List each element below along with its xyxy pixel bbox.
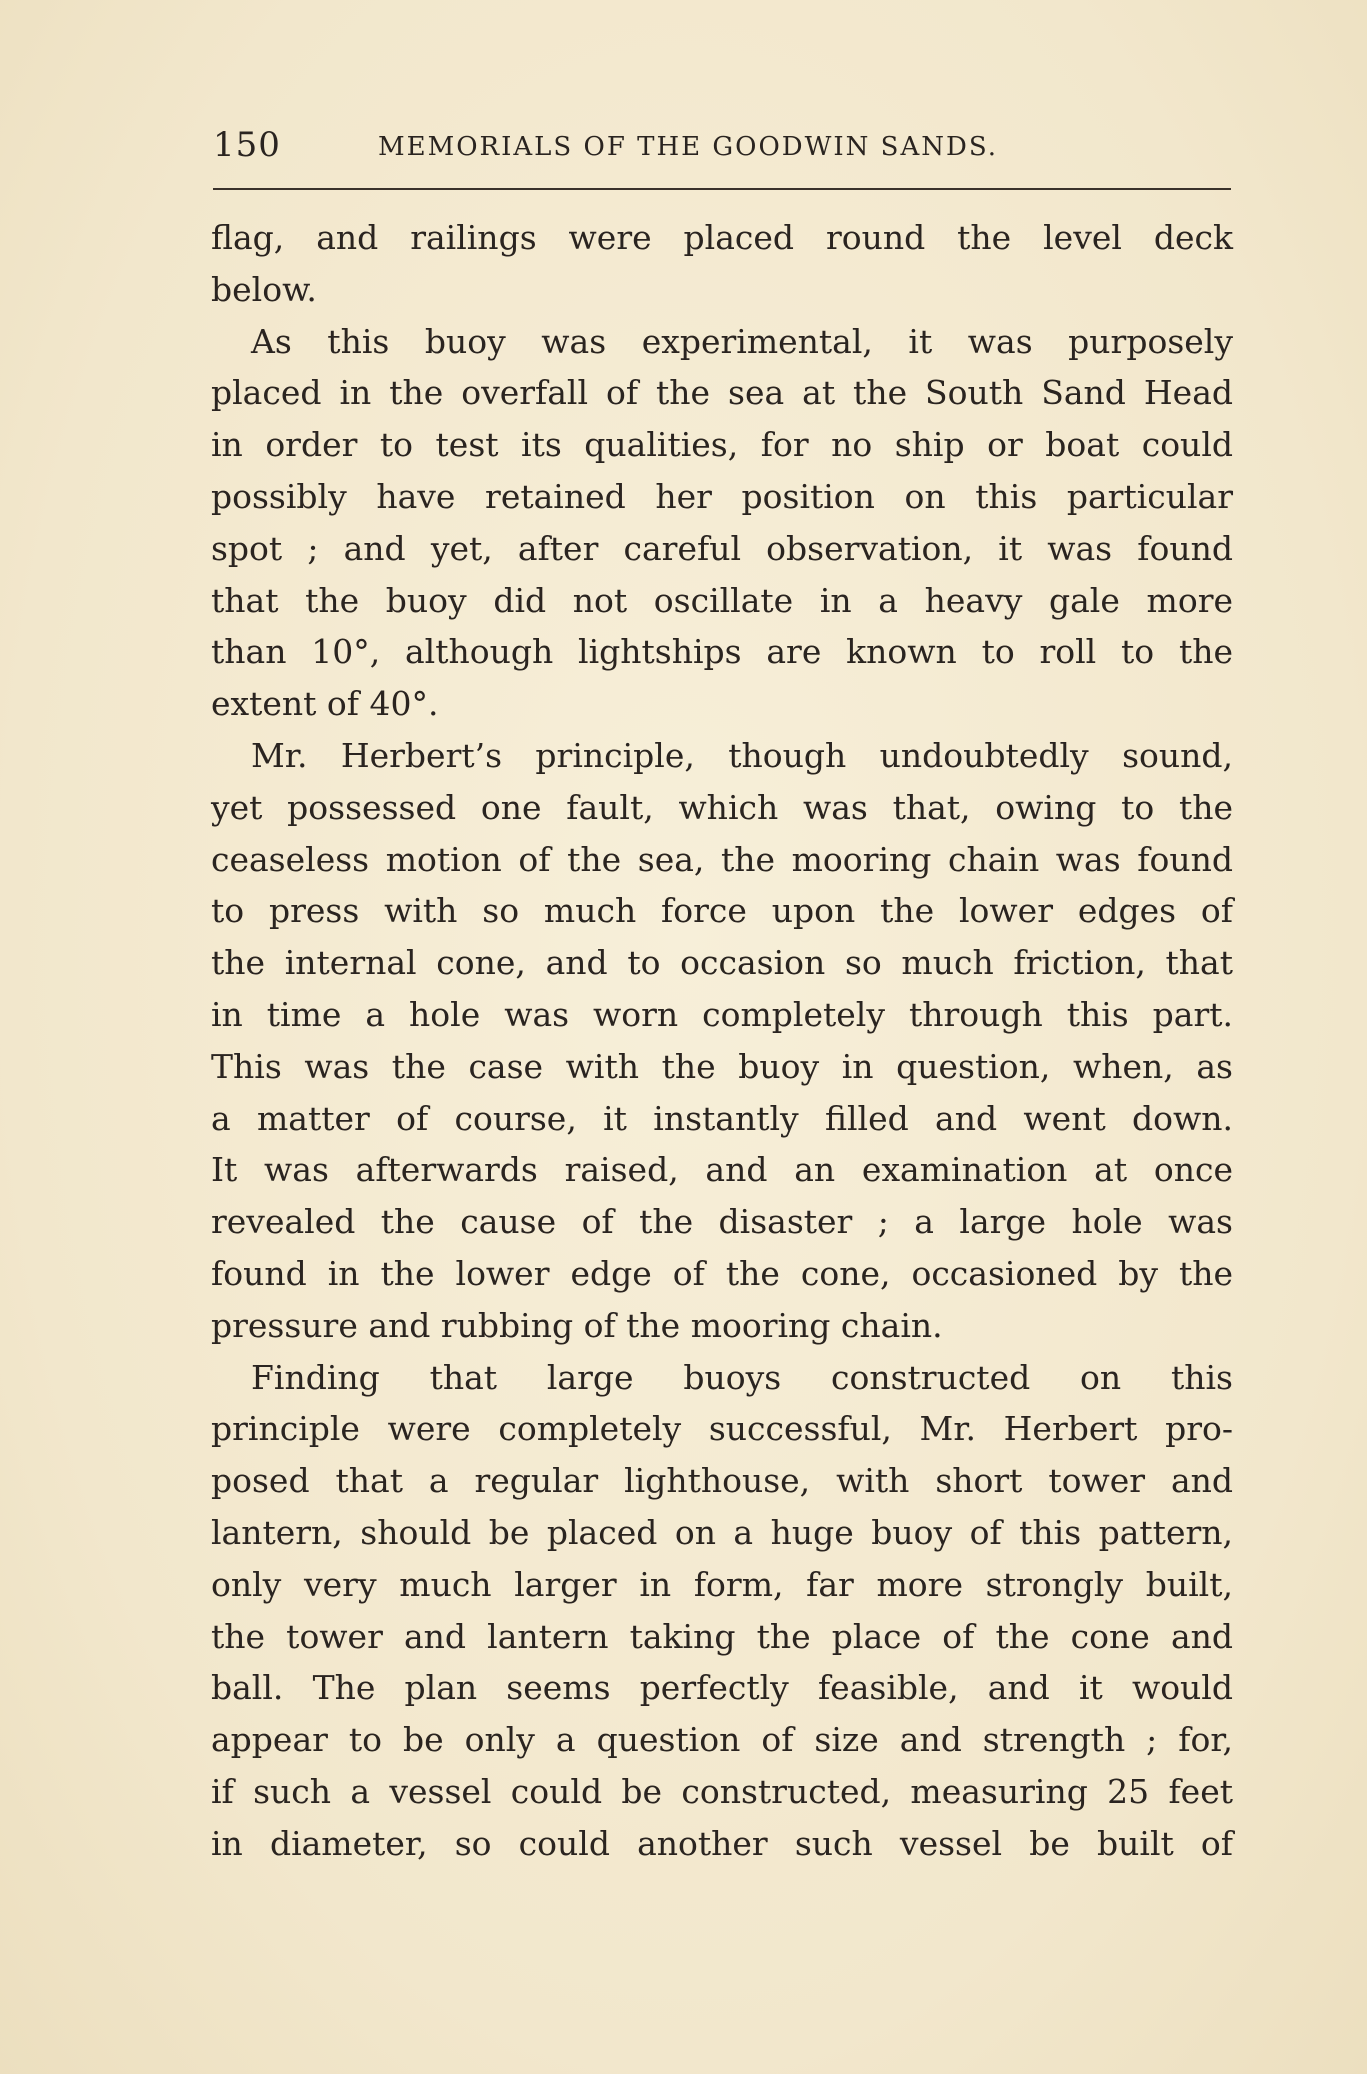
text-line: placed in the overfall of the sea at the South Sand Head: [211, 373, 1233, 413]
text-line: found in the lower edge of the cone, occasioned by the: [211, 1253, 1233, 1293]
text-line: As this buoy was experimental, it was purposely: [251, 321, 1233, 361]
text-line: revealed the cause of the disaster ; a large hole was: [211, 1202, 1233, 1242]
text-line: only very much larger in form, far more strongly built,: [211, 1564, 1233, 1604]
text-line: possibly have retained her position on this particular: [211, 476, 1233, 516]
page-header: [213, 120, 1233, 180]
body-text: [211, 212, 1233, 1870]
text-line: spot ; and yet, after careful observation, it was found: [211, 528, 1233, 568]
text-line: in time a hole was worn completely through this part.: [211, 994, 1233, 1034]
text-line: if such a vessel could be constructed, measuring 25 feet: [211, 1771, 1233, 1811]
text-line: extent of 40°.: [211, 684, 439, 724]
text-line: Finding that large buoys constructed on this: [251, 1357, 1233, 1397]
text-line: lantern, should be placed on a huge buoy of this pattern,: [211, 1512, 1233, 1552]
text-line: Mr. Herbert’s principle, though undoubtedly sound,: [251, 735, 1233, 775]
text-line: flag, and railings were placed round the level deck: [211, 218, 1233, 257]
text-line: in order to test its qualities, for no ship or boat could: [211, 425, 1233, 465]
text-line: that the buoy did not oscillate in a heavy gale more: [211, 580, 1233, 620]
text-line: appear to be only a question of size and strength ; for,: [211, 1720, 1233, 1760]
text-line: below.: [211, 269, 317, 309]
text-line: yet possessed one fault, which was that, owing to the: [211, 787, 1233, 827]
header-rule: [213, 188, 1231, 190]
text-line: than 10°, although lightships are known to roll to the: [211, 632, 1233, 672]
page-number: 150: [213, 125, 281, 165]
text-line: ceaseless motion of the sea, the mooring chain was found: [211, 839, 1233, 879]
text-line: ball. The plan seems perfectly feasible, and it would: [211, 1668, 1233, 1708]
text-line: in diameter, so could another such vessel be built of: [211, 1823, 1233, 1863]
text-line: pressure and rubbing of the mooring chain.: [211, 1305, 943, 1345]
text-line: to press with so much force upon the lower edges of: [211, 891, 1233, 931]
text-line: posed that a regular lighthouse, with short tower and: [211, 1461, 1233, 1501]
text-line: principle were completely successful, Mr. Herbert pro-: [211, 1409, 1233, 1449]
text-line: It was afterwards raised, and an examination at once: [211, 1150, 1233, 1190]
text-line: the tower and lantern taking the place of the cone and: [211, 1616, 1233, 1656]
running-title: MEMORIALS OF THE GOODWIN SANDS.: [378, 132, 998, 162]
text-line: This was the case with the buoy in question, when, as: [211, 1046, 1233, 1086]
text-line: the internal cone, and to occasion so much friction, that: [211, 943, 1233, 983]
text-line: a matter of course, it instantly filled and went down.: [211, 1098, 1233, 1138]
